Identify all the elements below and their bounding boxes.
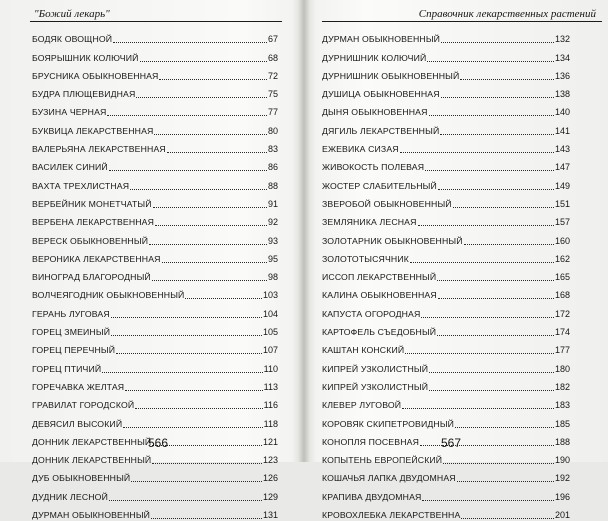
toc-entry <box>322 100 570 118</box>
toc-entry-page: 121 <box>262 436 278 447</box>
toc-entry-title: ЗВЕРОБОЙ ОБЫКНОВЕННЫЙ <box>322 198 452 209</box>
toc-entry-title: ИССОП ЛЕКАРСТВЕННЫЙ <box>322 272 437 283</box>
toc-entry-page: 185 <box>554 418 570 429</box>
dot-leader <box>429 390 554 391</box>
toc-entry <box>32 27 278 45</box>
toc-entry-title: ВЕРБЕЙНИК МОНЕТЧАТЫЙ <box>32 198 152 209</box>
toc-entry-title: ЖИВОКОСТЬ ПОЛЕВАЯ <box>322 162 425 173</box>
toc-entry-page: 110 <box>263 363 278 374</box>
toc-entry <box>32 375 278 393</box>
toc-entry <box>322 137 570 155</box>
toc-entry <box>322 283 570 301</box>
toc-entry <box>322 118 570 136</box>
toc-entry <box>322 247 570 265</box>
toc-entry-page: 177 <box>554 345 570 356</box>
dot-leader <box>410 262 554 263</box>
toc-entry-page: 113 <box>263 381 278 392</box>
toc-entry-title: ВЕРОНИКА ЛЕКАРСТВЕННАЯ <box>32 253 161 264</box>
toc-entry <box>32 64 278 82</box>
toc-entry-title: ДОННИК ЛЕКАРСТВЕННЫЙ <box>32 436 152 447</box>
toc-entry-title: ДУРМАН ОБЫКНОВЕННЫЙ <box>32 510 151 521</box>
dot-leader <box>149 244 267 245</box>
toc-entry <box>322 356 570 374</box>
toc-entry <box>322 192 570 210</box>
toc-entry <box>32 338 278 356</box>
toc-entry-title: ДОННИК ЛЕКАРСТВЕННЫЙ <box>32 455 152 466</box>
toc-entry-page: 201 <box>554 510 570 521</box>
toc-entry-page: 80 <box>267 125 278 136</box>
toc-entry-title: ВОЛЧЕЯГОДНИК ОБЫКНОВЕННЫЙ <box>32 290 185 301</box>
toc-entry-title: ГОРЕЧАВКА ЖЕЛТАЯ <box>32 381 125 392</box>
dot-leader <box>418 225 554 226</box>
toc-entry-page: 180 <box>554 363 570 374</box>
toc-entry-title: ДУДНИК ЛЕСНОЙ <box>32 491 108 502</box>
toc-entry-page: 107 <box>262 345 278 356</box>
toc-entry-title: КРАПИВА ДВУДОМНАЯ <box>322 491 422 502</box>
toc-entry-title: ГЕРАНЬ ЛУГОВАЯ <box>32 308 110 319</box>
toc-entry-title: КРОВОХЛЕБКА ЛЕКАРСТВЕННА <box>322 510 461 521</box>
toc-entry <box>322 320 570 338</box>
toc-entry-page: 143 <box>554 144 570 155</box>
toc-entry-page: 126 <box>262 473 278 484</box>
dot-leader <box>162 262 267 263</box>
toc-entry <box>322 265 570 283</box>
dot-leader <box>185 298 262 299</box>
toc-entry-page: 93 <box>267 235 278 246</box>
toc-entry <box>322 375 570 393</box>
toc-entry-title: КОРОВЯК СКИПЕТРОВИДНЫЙ <box>322 418 455 429</box>
toc-entry-title: ДЫНЯ ОБЫКНОВЕННАЯ <box>322 107 428 118</box>
toc-entry <box>32 320 278 338</box>
header-rule-right <box>322 21 602 22</box>
toc-entry <box>32 155 278 173</box>
toc-entry-title: ВАСИЛЕК СИНИЙ <box>32 162 108 173</box>
dot-leader <box>453 207 554 208</box>
dot-leader <box>437 335 554 336</box>
toc-entry-page: 190 <box>554 455 570 466</box>
toc-entry-page: 67 <box>267 34 278 45</box>
toc-entry <box>32 137 278 155</box>
toc-entry <box>32 247 278 265</box>
dot-leader <box>131 481 262 482</box>
toc-entry-page: 116 <box>263 400 278 411</box>
toc-entry-title: КИПРЕЙ УЗКОЛИСТНЫЙ <box>322 381 429 392</box>
toc-entry <box>32 503 278 521</box>
toc-entry-page: 131 <box>262 510 278 521</box>
toc-entry <box>32 118 278 136</box>
dot-leader <box>116 353 262 354</box>
header-rule-left <box>30 21 282 22</box>
toc-entry-page: 88 <box>267 180 278 191</box>
toc-entry-title: БУКВИЦА ЛЕКАРСТВЕННАЯ <box>32 125 154 136</box>
toc-entry <box>32 265 278 283</box>
toc-entry-page: 183 <box>554 400 570 411</box>
toc-entry-title: ДЕВЯСИЛ ВЫСОКИЙ <box>32 418 123 429</box>
toc-entry-title: КАРТОФЕЛЬ СЪЕДОБНЫЙ <box>322 327 437 338</box>
toc-entry-title: БУЗИНА ЧЕРНАЯ <box>32 107 107 118</box>
toc-entry <box>322 173 570 191</box>
dot-leader <box>464 244 554 245</box>
dot-leader <box>102 372 262 373</box>
toc-entry-title: ЕЖЕВИКА СИЗАЯ <box>322 144 399 155</box>
toc-entry <box>32 484 278 502</box>
dot-leader <box>109 170 267 171</box>
toc-entry <box>32 45 278 63</box>
toc-entry <box>322 448 570 466</box>
toc-entry-page: 72 <box>267 70 278 81</box>
dot-leader <box>109 500 262 501</box>
dot-leader <box>437 280 554 281</box>
toc-entry-page: 151 <box>554 198 570 209</box>
toc-entry <box>32 393 278 411</box>
toc-entry-title: ДЯГИЛЬ ЛЕКАРСТВЕННЫЙ <box>322 125 440 136</box>
toc-entry-page: 129 <box>262 491 278 502</box>
toc-entry <box>32 356 278 374</box>
dot-leader <box>460 79 554 80</box>
dot-leader <box>167 152 267 153</box>
running-header-right: Справочник лекарственных растений <box>418 8 596 20</box>
toc-entry-page: 182 <box>554 381 570 392</box>
toc-entry-title: ВАЛЕРЬЯНА ЛЕКАРСТВЕННАЯ <box>32 144 166 155</box>
dot-leader <box>422 500 554 501</box>
toc-entry <box>322 45 570 63</box>
dot-leader <box>400 152 554 153</box>
dot-leader <box>107 115 267 116</box>
toc-entry <box>32 466 278 484</box>
toc-entry <box>322 64 570 82</box>
toc-entry <box>32 411 278 429</box>
toc-entry-page: 160 <box>554 235 570 246</box>
toc-entry-title: ЗОЛОТАРНИК ОБЫКНОВЕННЫЙ <box>322 235 463 246</box>
toc-entry-title: ДУРНИШНИК ОБЫКНОВЕННЫЙ <box>322 70 460 81</box>
toc-entry <box>32 301 278 319</box>
dot-leader <box>152 463 262 464</box>
dot-leader <box>438 298 554 299</box>
toc-entry-title: ГОРЕЦ ЗМЕИНЫЙ <box>32 327 111 338</box>
toc-entry <box>322 301 570 319</box>
toc-entry-title: КИПРЕЙ УЗКОЛИСТНЫЙ <box>322 363 429 374</box>
toc-entry-title: КОПЫТЕНЬ ЕВРОПЕЙСКИЙ <box>322 455 443 466</box>
dot-leader <box>429 115 554 116</box>
dot-leader <box>135 408 262 409</box>
dot-leader <box>152 445 262 446</box>
toc-entry-title: ДУШИЦА ОБЫКНОВЕННАЯ <box>322 89 440 100</box>
toc-entry <box>32 210 278 228</box>
dot-leader <box>159 79 267 80</box>
dot-leader <box>405 353 554 354</box>
toc-entry-title: ГОРЕЦ ПЕРЕЧНЫЙ <box>32 345 116 356</box>
toc-entry-title: КОНОПЛЯ ПОСЕВНАЯ <box>322 436 419 447</box>
right-page <box>306 0 608 521</box>
dot-leader <box>441 42 554 43</box>
toc-entry-title: БОЯРЫШНИК КОЛЮЧИЙ <box>32 52 139 63</box>
toc-entry-title: КАШТАН КОНСКИЙ <box>322 345 405 356</box>
toc-entry-page: 192 <box>554 473 570 484</box>
toc-entry-title: КОШАЧЬЯ ЛАПКА ДВУДОМНАЯ <box>322 473 456 484</box>
dot-leader <box>441 97 554 98</box>
dot-leader <box>123 427 262 428</box>
toc-entry-page: 134 <box>554 52 570 63</box>
toc-entry-title: ДУБ ОБЫКНОВЕННЫЙ <box>32 473 131 484</box>
toc-entry <box>322 338 570 356</box>
dot-leader <box>155 225 267 226</box>
toc-entry <box>32 448 278 466</box>
toc-entry-page: 138 <box>554 89 570 100</box>
toc-entry-title: БОДЯК ОВОЩНОЙ <box>32 34 113 45</box>
toc-entry <box>32 82 278 100</box>
toc-entry-page: 174 <box>554 327 570 338</box>
dot-leader <box>136 97 267 98</box>
toc-entry <box>32 228 278 246</box>
toc-entry-page: 105 <box>262 327 278 338</box>
toc-entry-title: ДУРМАН ОБЫКНОВЕННЫЙ <box>322 34 441 45</box>
toc-entry-page: 92 <box>267 217 278 228</box>
dot-leader <box>461 518 554 519</box>
dot-leader <box>113 42 267 43</box>
toc-entry-title: КЛЕВЕР ЛУГОВОЙ <box>322 400 402 411</box>
toc-entry-title: ВЕРБЕНА ЛЕКАРСТВЕННАЯ <box>32 217 155 228</box>
toc-entry <box>322 466 570 484</box>
toc-entry-page: 77 <box>267 107 278 118</box>
dot-leader <box>125 390 262 391</box>
toc-entry-page: 118 <box>263 418 278 429</box>
dot-leader <box>153 207 267 208</box>
toc-entry-title: ВЕРЕСК ОБЫКНОВЕННЫЙ <box>32 235 149 246</box>
toc-entry <box>32 283 278 301</box>
dot-leader <box>111 317 262 318</box>
dot-leader <box>402 408 554 409</box>
dot-leader <box>152 280 267 281</box>
toc-entry-title: ДУРНИШНИК КОЛЮЧИЙ <box>322 52 427 63</box>
toc-entry-page: 104 <box>262 308 278 319</box>
dot-leader <box>130 189 267 190</box>
toc-entry-page: 149 <box>554 180 570 191</box>
toc-entry-title: ГРАВИЛАТ ГОРОДСКОЙ <box>32 400 135 411</box>
dot-leader <box>457 481 554 482</box>
toc-entry <box>322 155 570 173</box>
toc-entry-page: 75 <box>267 89 278 100</box>
page-number-right: 567 <box>441 436 462 450</box>
toc-entry-title: ЗЕМЛЯНИКА ЛЕСНАЯ <box>322 217 417 228</box>
toc-entry-page: 83 <box>267 144 278 155</box>
toc-entry-title: ВИНОГРАД БЛАГОРОДНЫЙ <box>32 272 151 283</box>
toc-entry-page: 147 <box>554 162 570 173</box>
dot-leader <box>455 427 554 428</box>
toc-entry <box>32 192 278 210</box>
toc-entry-page: 188 <box>554 436 570 447</box>
toc-entry <box>322 210 570 228</box>
toc-entry-page: 95 <box>267 253 278 264</box>
left-page <box>0 0 302 521</box>
toc-entry <box>322 393 570 411</box>
toc-entry-page: 132 <box>554 34 570 45</box>
toc-entry-page: 91 <box>267 198 278 209</box>
toc-entry-page: 172 <box>554 308 570 319</box>
toc-entry-page: 165 <box>554 272 570 283</box>
dot-leader <box>425 170 554 171</box>
toc-entry <box>322 82 570 100</box>
toc-entry <box>32 100 278 118</box>
toc-entry-title: КАЛИНА ОБЫКНОВЕННАЯ <box>322 290 437 301</box>
dot-leader <box>140 61 267 62</box>
toc-entry-title: ЗОЛОТОТЫСЯЧНИК <box>322 253 409 264</box>
toc-entry <box>322 27 570 45</box>
running-header-left: "Божий лекарь" <box>34 8 110 20</box>
dot-leader <box>154 134 267 135</box>
toc-entry <box>322 484 570 502</box>
toc-entry-page: 140 <box>554 107 570 118</box>
toc-entry-page: 162 <box>554 253 570 264</box>
dot-leader <box>427 61 554 62</box>
toc-entry <box>322 503 570 521</box>
toc-entry-page: 98 <box>267 272 278 283</box>
page-number-left: 566 <box>148 436 169 450</box>
toc-entry-page: 123 <box>262 455 278 466</box>
toc-entry-title: ГОРЕЦ ПТИЧИЙ <box>32 363 102 374</box>
toc-entry-page: 103 <box>262 290 278 301</box>
toc-entry <box>322 228 570 246</box>
toc-entry-title: БУДРА ПЛЮЩЕВИДНАЯ <box>32 89 136 100</box>
dot-leader <box>111 335 262 336</box>
dot-leader <box>438 189 554 190</box>
toc-entry-title: КАПУСТА ОГОРОДНАЯ <box>322 308 421 319</box>
toc-entry <box>322 411 570 429</box>
toc-entry <box>32 173 278 191</box>
toc-entry-page: 86 <box>267 162 278 173</box>
toc-entry-title: ВАХТА ТРЕХЛИСТНАЯ <box>32 180 130 191</box>
toc-entry-title: БРУСНИКА ОБЫКНОВЕННАЯ <box>32 70 159 81</box>
dot-leader <box>443 463 554 464</box>
toc-entry-page: 68 <box>267 52 278 63</box>
toc-entry-page: 168 <box>554 290 570 301</box>
toc-entry-title: ЖОСТЕР СЛАБИТЕЛЬНЫЙ <box>322 180 437 191</box>
toc-entry-page: 157 <box>554 217 570 228</box>
dot-leader <box>421 317 554 318</box>
dot-leader <box>151 518 262 519</box>
dot-leader <box>429 372 554 373</box>
toc-entry-page: 136 <box>554 70 570 81</box>
toc-entry-page: 196 <box>554 491 570 502</box>
dot-leader <box>440 134 554 135</box>
toc-entry-page: 141 <box>554 125 570 136</box>
